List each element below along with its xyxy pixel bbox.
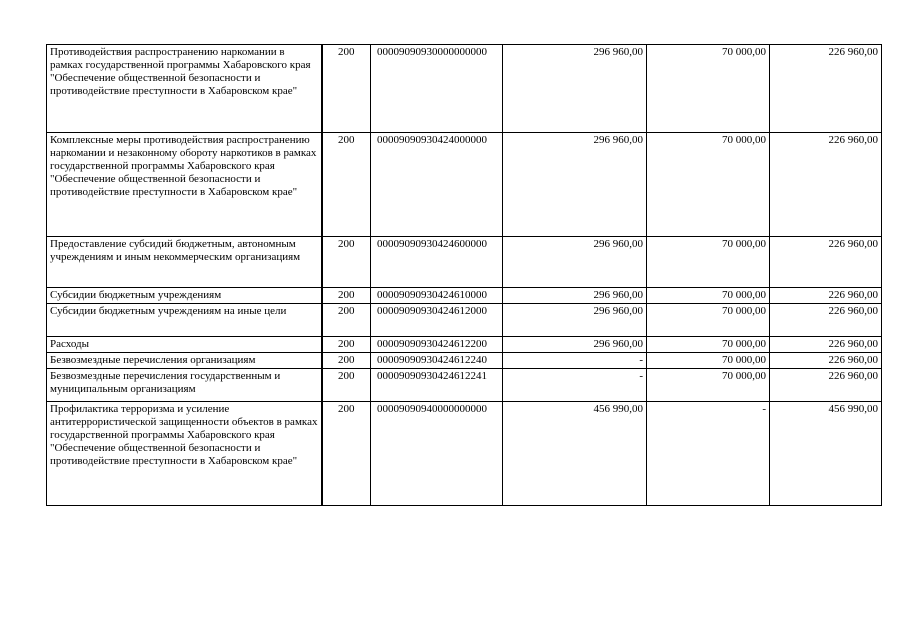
row-kbk-cell: 00009090940000000000 <box>371 402 503 506</box>
row-executed-cell: - <box>647 402 770 506</box>
table-row <box>47 369 882 402</box>
row-name-cell: Предоставление субсидий бюджетным, автономным учреждениям и иным некоммерческим организациям <box>47 237 322 288</box>
row-unexecuted-cell: 226 960,00 <box>770 45 882 133</box>
row-code-cell: 200 <box>322 353 371 369</box>
budget-execution-table <box>46 44 882 506</box>
table-row <box>47 45 882 133</box>
table-row <box>47 133 882 237</box>
table-row <box>47 402 882 506</box>
row-code-cell: 200 <box>322 337 371 353</box>
row-code-cell: 200 <box>322 45 371 133</box>
row-code-cell: 200 <box>322 304 371 337</box>
row-unexecuted-cell: 226 960,00 <box>770 304 882 337</box>
row-approved-cell: 456 990,00 <box>503 402 647 506</box>
row-executed-cell: 70 000,00 <box>647 369 770 402</box>
row-name-cell: Комплексные меры противодействия распространению наркомании и незаконному обороту наркотиков в рамках государственной программы Хабаровского края "Обеспечение общественной безопасности и противодействие преступности в Хабаровском крае" <box>47 133 322 237</box>
row-name-cell: Субсидии бюджетным учреждениям на иные цели <box>47 304 322 337</box>
row-kbk-cell: 00009090930000000000 <box>371 45 503 133</box>
row-executed-cell: 70 000,00 <box>647 304 770 337</box>
row-unexecuted-cell: 226 960,00 <box>770 369 882 402</box>
row-unexecuted-cell: 226 960,00 <box>770 288 882 304</box>
row-executed-cell: 70 000,00 <box>647 337 770 353</box>
row-kbk-cell: 00009090930424612240 <box>371 353 503 369</box>
row-code-cell: 200 <box>322 369 371 402</box>
row-unexecuted-cell: 226 960,00 <box>770 353 882 369</box>
row-name-cell: Субсидии бюджетным учреждениям <box>47 288 322 304</box>
row-unexecuted-cell: 226 960,00 <box>770 237 882 288</box>
row-approved-cell: 296 960,00 <box>503 288 647 304</box>
row-executed-cell: 70 000,00 <box>647 133 770 237</box>
row-kbk-cell: 00009090930424612200 <box>371 337 503 353</box>
row-name-cell: Безвозмездные перечисления организациям <box>47 353 322 369</box>
row-name-cell: Противодействия распространению наркомании в рамках государственной программы Хабаровского края "Обеспечение общественной безопасности и противодействие преступности в Хабаровском крае" <box>47 45 322 133</box>
row-code-cell: 200 <box>322 288 371 304</box>
row-approved-cell: 296 960,00 <box>503 337 647 353</box>
row-approved-cell: 296 960,00 <box>503 45 647 133</box>
table-row <box>47 237 882 288</box>
row-name-cell: Безвозмездные перечисления государственным и муниципальным организациям <box>47 369 322 402</box>
row-kbk-cell: 00009090930424612241 <box>371 369 503 402</box>
row-kbk-cell: 00009090930424612000 <box>371 304 503 337</box>
row-executed-cell: 70 000,00 <box>647 353 770 369</box>
row-approved-cell: 296 960,00 <box>503 133 647 237</box>
row-executed-cell: 70 000,00 <box>647 288 770 304</box>
row-executed-cell: 70 000,00 <box>647 45 770 133</box>
table-row <box>47 304 882 337</box>
row-unexecuted-cell: 226 960,00 <box>770 337 882 353</box>
table-row <box>47 288 882 304</box>
table-row <box>47 353 882 369</box>
row-approved-cell: - <box>503 353 647 369</box>
table-body <box>47 45 882 506</box>
row-kbk-cell: 00009090930424600000 <box>371 237 503 288</box>
row-code-cell: 200 <box>322 133 371 237</box>
row-name-cell: Расходы <box>47 337 322 353</box>
row-approved-cell: - <box>503 369 647 402</box>
table-row <box>47 337 882 353</box>
row-executed-cell: 70 000,00 <box>647 237 770 288</box>
row-approved-cell: 296 960,00 <box>503 237 647 288</box>
row-code-cell: 200 <box>322 237 371 288</box>
row-kbk-cell: 00009090930424000000 <box>371 133 503 237</box>
row-unexecuted-cell: 226 960,00 <box>770 133 882 237</box>
row-code-cell: 200 <box>322 402 371 506</box>
row-approved-cell: 296 960,00 <box>503 304 647 337</box>
row-name-cell: Профилактика терроризма и усиление антитеррористической защищенности объектов в рамках государственной программы Хабаровского края "Обеспечение общественной безопасности и противодействие преступности в Хабаровском крае" <box>47 402 322 506</box>
row-unexecuted-cell: 456 990,00 <box>770 402 882 506</box>
row-kbk-cell: 00009090930424610000 <box>371 288 503 304</box>
